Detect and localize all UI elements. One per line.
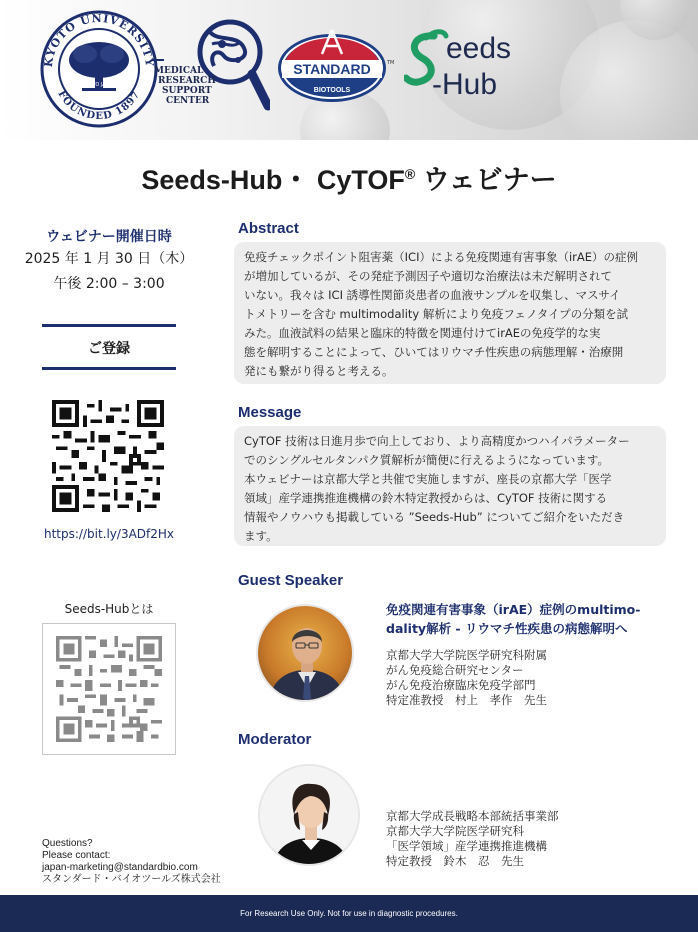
registered-mark: ® xyxy=(404,166,416,182)
contact-info xyxy=(42,838,221,886)
guest-speaker-heading: Guest Speaker xyxy=(238,572,344,589)
mrsc-line: SUPPORT xyxy=(162,86,212,96)
talk-title: 免疫関連有害事象（irAE）症例のmultimo- dality解析 - リウマチ性疾患の病態解明へ xyxy=(386,602,641,636)
moderator-affiliation xyxy=(386,809,559,869)
mrsc-line: CENTER xyxy=(166,96,210,106)
contact-questions: Questions? xyxy=(42,838,93,849)
kyoto-university-logo xyxy=(40,10,158,128)
title-suffix: ウェビナー xyxy=(415,165,557,195)
seeds-hub-logo xyxy=(404,28,536,100)
message-box xyxy=(234,426,666,546)
moderator-affiliation-line: 「医学領域」産学連携推進機構 xyxy=(386,839,547,853)
moderator-heading: Moderator xyxy=(238,731,312,748)
abstract-heading: Abstract xyxy=(238,220,299,237)
moderator-affiliation-line: 京都大学成長戦略本部統括事業部 xyxy=(386,809,559,823)
footer-disclaimer: For Research Use Only. Not for use in diagnostic procedures. xyxy=(240,909,458,918)
registration-url-link[interactable]: https://bit.ly/3ADf2Hx xyxy=(43,527,175,541)
message-text: CyTOF 技術は日進月歩で向上しており、より高精度かつハイパラメーター でのシングルセルタンパク質解析が簡便に行えるようになっています。 本ウェビナーは京都大学と共催で実施しますが、座長の京都大学「医学 領域」産学連携推進機構の鈴木特定教授からは、CyTOF 技術に関する 情報やノウハウも掲載している ”Seeds-Hub” についてご紹介をいただき ます。 xyxy=(244,434,630,543)
seeds-logo-line2: -Hub xyxy=(432,68,498,100)
abstract-box xyxy=(234,242,666,384)
speaker-affiliation-line: がん免疫治療臨床免疫学部門 xyxy=(386,678,536,692)
speaker-photo xyxy=(256,604,354,702)
svg-text:KYOTO UNIVERSITY: KYOTO UNIVERSITY xyxy=(41,11,157,68)
mrsc-line: MEDICAL xyxy=(154,66,204,76)
webinar-date-label: ウェビナー開催日時 xyxy=(46,229,172,245)
abstract-text: 免疫チェックポイント阻害薬（ICI）による免疫関連有害事象（irAE）の症例 が増加しているが、その発症予測因子や適切な治療法は未だ解明されて いない。我々は ICI 誘導性関節炎患者の血液サンプルを収集し、マスサイ トメトリーを含む multimodality 解析により免疫フェノタイプの分類を試 みた。血液試料の結果と臨床的特徴を関連付けてirAEの免疫学的な実 態を解明することによって、ひいてはリウマチ性疾患の病態理解・治療開 発にも繋がり得ると考える。 xyxy=(244,250,639,378)
speaker-affiliation-line: がん免疫総合研究センター xyxy=(386,663,524,677)
standard-logo-sub: BIOTOOLS xyxy=(313,87,351,94)
contact-email-link[interactable]: japan-marketing@standardbio.com xyxy=(42,862,198,873)
standard-logo-text: STANDARD xyxy=(293,61,371,77)
moderator-name: 特定教授 鈴木 忍 先生 xyxy=(386,854,524,868)
page-title xyxy=(0,158,698,197)
registration-label[interactable]: ご登録 xyxy=(88,341,130,357)
title-main: Seeds-Hub・ CyTOF xyxy=(141,165,405,195)
speaker-name: 特定准教授 村上 孝作 先生 xyxy=(386,693,547,707)
mrsc-line: RESEARCH xyxy=(158,76,216,86)
contact-company: スタンダード・バイオツールズ株式会社 xyxy=(42,874,221,885)
seeds-logo-line1: eeds xyxy=(446,32,512,65)
message-heading: Message xyxy=(238,404,302,421)
speaker-affiliation-line: 京都大学大学院医学研究科附属 xyxy=(386,648,547,662)
seeds-hub-qr-code[interactable] xyxy=(56,636,162,742)
registration-qr-code[interactable] xyxy=(52,400,164,512)
svg-text:KYOTO JAPAN: KYOTO JAPAN xyxy=(82,82,116,88)
mrsc-logo-text xyxy=(154,66,216,106)
moderator-affiliation-line: 京都大学大学院医学研究科 xyxy=(386,824,524,838)
webinar-time: 午後 2:00 – 3:00 xyxy=(53,276,165,292)
webinar-date: 2025 年 1 月 30 日（木） xyxy=(24,251,194,267)
contact-please: Please contact: xyxy=(42,850,111,861)
speaker-affiliation xyxy=(386,648,547,708)
standard-biotools-logo xyxy=(276,26,388,106)
moderator-photo xyxy=(258,764,360,866)
svg-text:FOUNDED 1897: FOUNDED 1897 xyxy=(55,89,143,123)
seeds-hub-label: Seeds-Hubとは xyxy=(64,602,154,616)
trademark-label: TM xyxy=(387,60,395,66)
